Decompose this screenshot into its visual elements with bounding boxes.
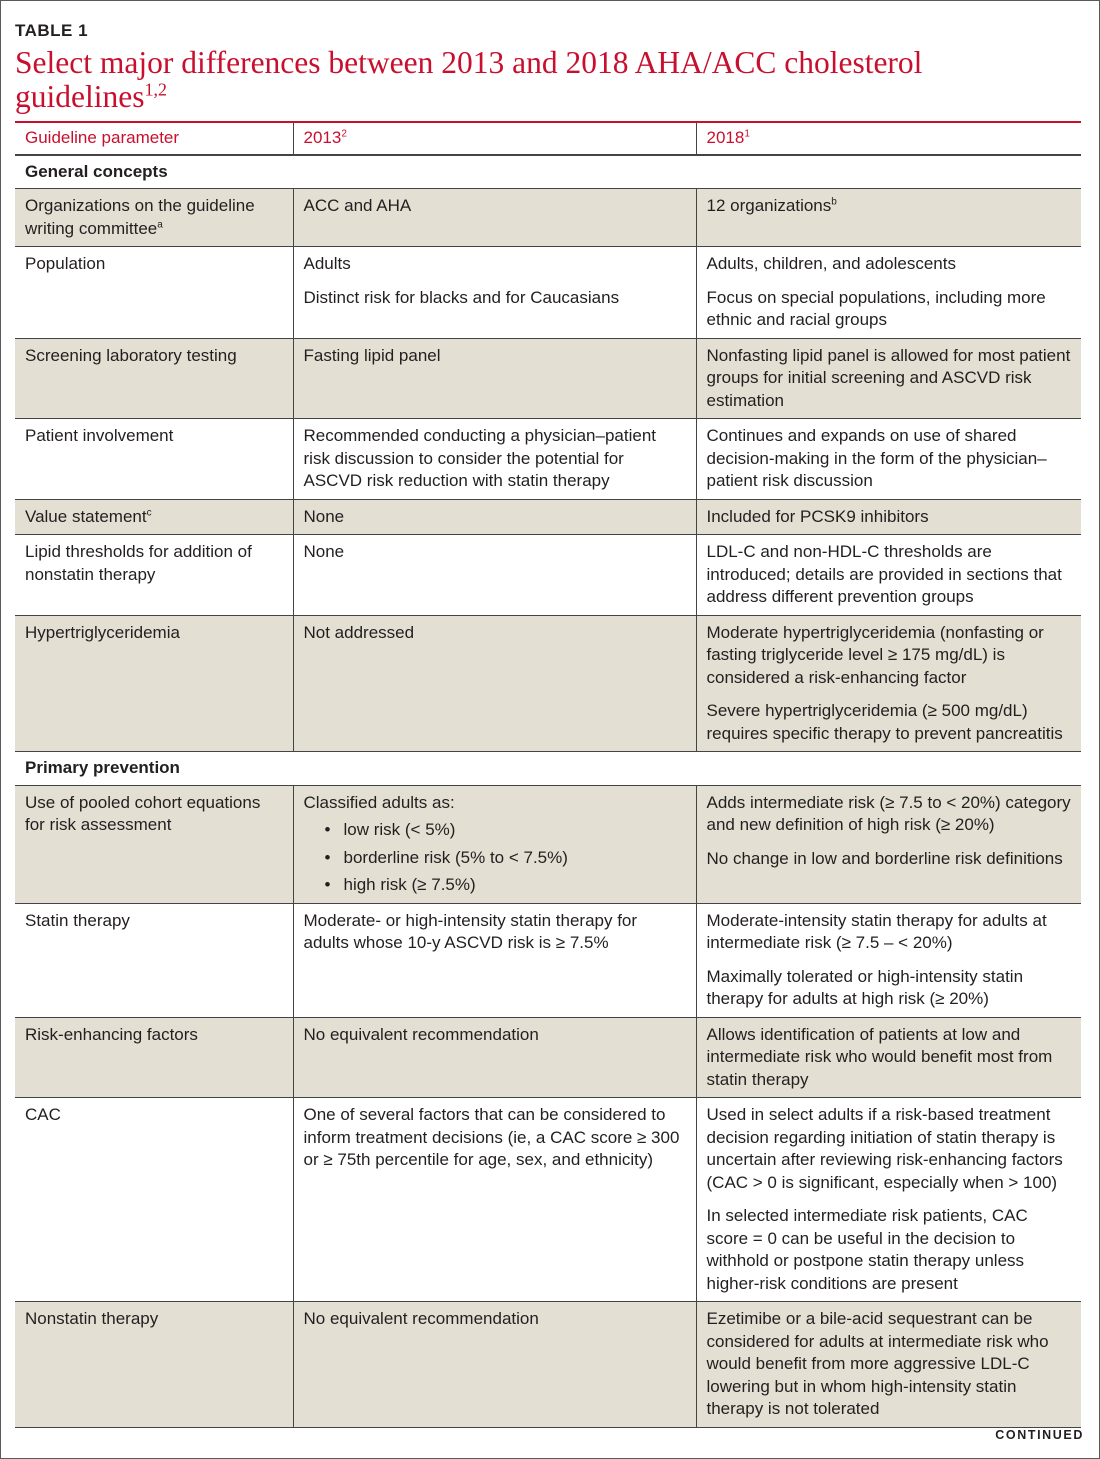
table-row [15, 189, 1081, 247]
param-cell: Value statement$^c$ [15, 499, 293, 535]
param-cell: Screening laboratory testing [15, 338, 293, 419]
param-cell: Use of pooled cohort equations for risk assessment [15, 785, 293, 903]
header-row [15, 122, 1081, 155]
param-cell: Population [25, 254, 106, 273]
cell-2018: LDL-C and non-HDL-C thresholds are introduced; details are provided in sections that address different prevention groups [696, 535, 1081, 616]
list-item: • high risk (≥ 7.5%) [304, 874, 686, 897]
table-row [15, 499, 1081, 535]
cell-2013: Fasting lipid panel [293, 338, 696, 419]
table-row [15, 535, 1081, 616]
param-cell: Hypertriglyceridemia [15, 615, 293, 752]
header-2018: 2018$^1$ [696, 122, 1081, 155]
cell-2018: Allows identification of patients at low and intermediate risk who would benefit most from statin therapy [696, 1017, 1081, 1098]
cell-2018: Nonfasting lipid panel is allowed for most patient groups for initial screening and ASCVD risk estimation [696, 338, 1081, 419]
table-row [15, 1017, 1081, 1098]
cell-2018: Ezetimibe or a bile-acid sequestrant can be considered for adults at intermediate risk who would benefit from more aggressive LDL-C lowering but in whom high-intensity statin therapy is not tolerated [696, 1302, 1081, 1428]
cell-2018: Adds intermediate risk (≥ 7.5 to < 20%) category and new definition of high risk (≥ 20%) No change in low and borderline risk definitions [696, 785, 1081, 903]
cell-2018: Moderate hypertriglyceridemia (nonfasting or fasting triglyceride level ≥ 175 mg/dL) is considered a risk-enhancing factor Severe hypertriglyceridemia (≥ 500 mg/dL) requires specific therapy to prevent pancreatitis [696, 615, 1081, 752]
table-row [15, 247, 1081, 339]
table-row [15, 1302, 1081, 1428]
cell-2013: Recommended conducting a physician–patient risk discussion to consider the potential for ASCVD risk reduction with statin therapy [293, 419, 696, 500]
table-label: TABLE 1 [15, 21, 89, 40]
risk-list [304, 819, 686, 897]
table-row [15, 419, 1081, 500]
cell-2018: Included for PCSK9 inhibitors [696, 499, 1081, 535]
cell-2013: No equivalent recommendation [293, 1302, 696, 1428]
cell-2018: 12 organizations$^b$ [696, 189, 1081, 247]
table-row [15, 903, 1081, 1017]
param-cell: Risk-enhancing factors [15, 1017, 293, 1098]
cell-2013: None [293, 499, 696, 535]
header-parameter: Guideline parameter [15, 122, 293, 155]
section-general [15, 155, 1081, 189]
cell-2013: No equivalent recommendation [293, 1017, 696, 1098]
section-title: General concepts [25, 161, 168, 181]
title-text: Select major differences between 2013 and 2018 AHA/ACC cholesterol guidelines [15, 45, 923, 114]
param-cell: Organizations on the guideline writing committee$^a$ [15, 189, 293, 247]
cell-2013: None [293, 535, 696, 616]
header-2013: 2013$^2$ [293, 122, 696, 155]
list-item: • low risk (< 5%) [304, 819, 686, 842]
cell-2013: Not addressed [293, 615, 696, 752]
cell-2013: ACC and AHA [293, 189, 696, 247]
table-row [15, 785, 1081, 903]
cell-2018: Adults, children, and adolescents Focus on special populations, including more ethnic and racial groups [696, 247, 1081, 339]
title-refs: 1,2 [144, 79, 167, 100]
cell-2013: Classified adults as: • low risk (< 5%) • borderline risk (5% to < 7.5%) • high risk (≥ 7.5%) [293, 785, 696, 903]
table-row [15, 338, 1081, 419]
cell-2018: Moderate-intensity statin therapy for adults at intermediate risk (≥ 7.5 – < 20%) Maximally tolerated or high-intensity statin therapy for adults at high risk (≥ 20%) [696, 903, 1081, 1017]
list-item: • borderline risk (5% to < 7.5%) [304, 847, 686, 870]
table-row [15, 615, 1081, 752]
cell-2013: Moderate- or high-intensity statin therapy for adults whose 10-y ASCVD risk is ≥ 7.5% [293, 903, 696, 1017]
cell-2018: Continues and expands on use of shared decision-making in the form of the physician–patient risk discussion [696, 419, 1081, 500]
cell-2013: One of several factors that can be considered to inform treatment decisions (ie, a CAC score ≥ 300 or ≥ 75th percentile for age, sex, and ethnicity) [293, 1098, 696, 1302]
param-cell: Nonstatin therapy [15, 1302, 293, 1428]
cell-2018: Used in select adults if a risk-based treatment decision regarding initiation of statin therapy is uncertain after reviewing risk-enhancing factors (CAC > 0 is significant, especially when > 100) In selected intermediate risk patients, CAC score = 0 can be useful in the decision to withhold or postpone statin therapy unless higher-risk conditions are present [696, 1098, 1081, 1302]
param-cell: Patient involvement [25, 426, 174, 445]
comparison-table [15, 121, 1081, 1428]
section-primary [15, 752, 1081, 786]
continued-label: CONTINUED [995, 1428, 1084, 1442]
param-cell: Lipid thresholds for addition of nonstatin therapy [25, 542, 252, 584]
param-cell: CAC [25, 1105, 61, 1124]
section-title: Primary prevention [25, 758, 180, 777]
table-row [15, 1098, 1081, 1302]
param-cell: Statin therapy [25, 910, 130, 930]
cell-2013: Adults Distinct risk for blacks and for Caucasians [293, 247, 696, 339]
table-title [15, 46, 1075, 114]
